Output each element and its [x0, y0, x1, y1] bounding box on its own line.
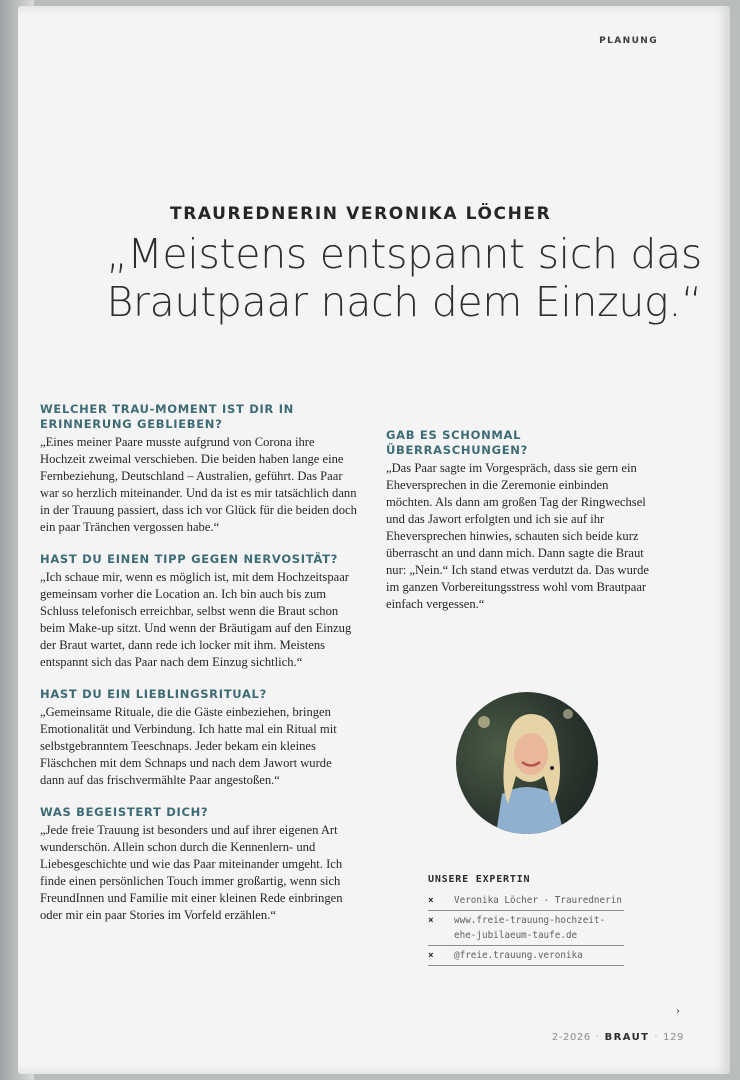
answer-4: „Jede freie Trauung ist besonders und auf ihrer eigenen Art wunderschön. Allein schon durch die Kennenlern- und Liebesgeschichte und wie das Paar miteinander umgeht. Ich finde einen persönlichen Touch immer großartig, wenn sich FreundInnen und Familie mit einer kleinen Rede einbringen oder mir ein paar Stories im Vorfeld erzählen.“ [40, 823, 343, 922]
headline-line-1: „Meistens entspannt sich das [106, 230, 702, 278]
page-footer [552, 1032, 684, 1043]
answer-2: „Ich schaue mir, wenn es möglich ist, mit dem Hochzeitspaar gemeinsam vorher die Location an. Ich bin auch bis zum Schluss telefonisch erreichbar, selbst wenn die Braut schon beim Make-up sitzt. Und wenn der Bräutigam auf den Einzug der Braut wartet, dann rede ich locker mit ihm. Meistens entspannt sich das Paar nach dem Einzug sichtlich.“ [40, 570, 352, 669]
footer-separator: · [595, 1032, 600, 1043]
question-3: HAST DU EIN LIEBLINGSRITUAL? [40, 687, 267, 701]
continue-arrow-icon: › [676, 1006, 680, 1017]
expert-instagram: @freie.trauung.veronika [454, 950, 583, 961]
bullet-x-icon: × [428, 895, 434, 906]
answer-5: „Das Paar sagte im Vorgespräch, dass sie gern ein Eheversprechen in die Zeremonie einbinden möchten. Als dann am großen Tag der Ringwechsel und das Jawort erfolgten und ich sie auf ihr Eheversprechen hinwies, schauten sich beide kurz überrascht an und dann mich. Dann sagte die Braut nur: „Nein.“ Ich stand etwas verdutzt da. Das wurde im ganzen Vorbereitungsstress wohl vom Brautpaar einfach vergessen.“ [386, 461, 649, 611]
right-column [386, 428, 652, 629]
answer-1: „Eines meiner Paare musste aufgrund von Corona ihre Hochzeit zweimal verschieben. Die beiden haben lange eine Fernbeziehung, Deutschland – Australien, geführt. Das Paar war so herzlich miteinander. Und da ist es mir tatsächlich dann in der Trauung passiert, dass ich vor Glück für die beiden doch ein paar Tränchen vergossen habe.“ [40, 435, 357, 534]
question-4: WAS BEGEISTERT DICH? [40, 805, 209, 819]
article-headline [62, 230, 702, 326]
expert-info-box [428, 874, 624, 966]
page-number: 129 [663, 1032, 684, 1043]
section-tag: PLANUNG [599, 36, 658, 46]
bullet-x-icon: × [428, 915, 434, 926]
footer-separator: · [654, 1032, 659, 1043]
expert-name-row [428, 891, 624, 911]
bullet-x-icon: × [428, 950, 434, 961]
answer-3: „Gemeinsame Rituale, die die Gäste einbeziehen, bringen Emotionalität und Verbindung. Ich hatte mal ein Ritual mit selbstgebranntem Teeschnaps. Jeder bekam ein kleines Fläschchen mit dem Schnaps und nach dem Jawort wurde dann auf das frischvermählte Paar angestoßen.“ [40, 705, 337, 787]
expert-name: Veronika Löcher - Traurednerin [454, 895, 622, 906]
question-1: WELCHER TRAU-MOMENT IST DIR IN ERINNERUNG GEBLIEBEN? [40, 402, 294, 431]
portrait-illustration [456, 692, 598, 834]
headline-line-2: Brautpaar nach dem Einzug.“ [106, 278, 702, 326]
expert-website-row [428, 911, 624, 946]
question-2: HAST DU EINEN TIPP GEGEN NERVOSITÄT? [40, 552, 339, 566]
expert-portrait-photo [456, 692, 598, 834]
expert-box-title: UNSERE EXPERTIN [428, 874, 531, 885]
issue-number: 2-2026 [551, 1032, 591, 1043]
expert-website: www.freie-trauung-hochzeit-ehe-jubilaeum-taufe.de [454, 915, 606, 941]
article-kicker: TRAUREDNERIN VERONIKA LÖCHER [170, 204, 552, 224]
question-5: GAB ES SCHONMAL ÜBERRASCHUNGEN? [386, 428, 528, 457]
left-column [40, 402, 358, 940]
magazine-brand: BRAUT [604, 1032, 650, 1043]
expert-instagram-row [428, 946, 624, 966]
